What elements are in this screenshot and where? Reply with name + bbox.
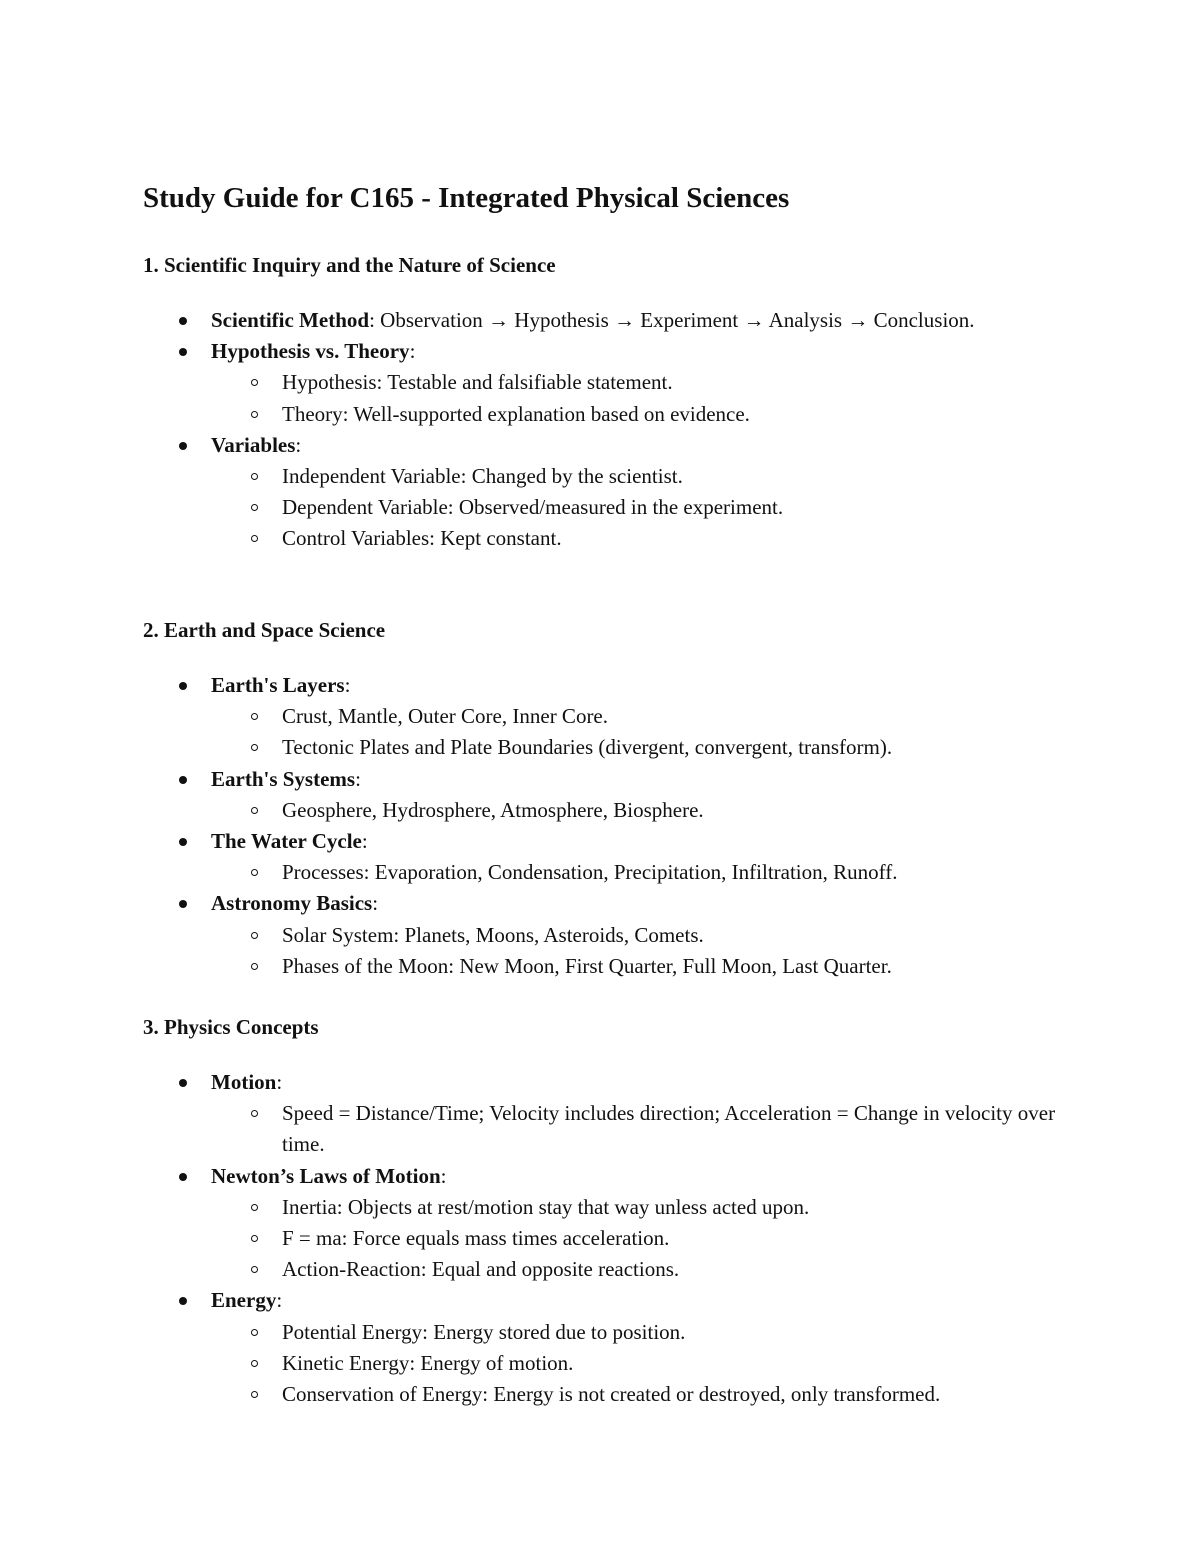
bullet-dot-icon <box>179 1079 187 1087</box>
bullet-dot-icon <box>179 317 187 325</box>
sub-bullet-list <box>211 701 1073 763</box>
sub-list-item <box>211 1254 1073 1285</box>
sub-bullet-list <box>211 461 1073 555</box>
hollow-bullet-icon <box>251 1235 258 1242</box>
bullet-separator: : <box>295 432 302 457</box>
bullet-dot-icon <box>179 442 187 450</box>
hollow-bullet-icon <box>251 1204 258 1211</box>
sub-list-item <box>211 1379 1073 1410</box>
sub-bullet-text: Hypothesis: Testable and falsifiable statement. <box>282 370 673 395</box>
hollow-bullet-icon <box>251 869 258 876</box>
sub-list-item <box>211 367 1073 398</box>
list-item <box>143 764 1073 826</box>
sub-bullet-text: F = ma: Force equals mass times acceleration. <box>282 1226 670 1251</box>
sub-bullet-list <box>211 367 1073 429</box>
section-heading: 2. Earth and Space Science <box>143 618 386 642</box>
sub-list-item <box>211 732 1073 763</box>
sub-bullet-text: Tectonic Plates and Plate Boundaries (divergent, convergent, transform). <box>282 735 893 760</box>
bullet-list <box>143 1067 1073 1410</box>
sub-bullet-text: Processes: Evaporation, Condensation, Precipitation, Infiltration, Runoff. <box>282 860 898 885</box>
sub-bullet-list <box>211 1317 1073 1411</box>
bullet-dot-icon <box>179 348 187 356</box>
section-earth-space <box>143 615 1073 982</box>
hollow-bullet-icon <box>251 379 258 386</box>
sub-list-item <box>211 492 1073 523</box>
sub-list-item <box>211 1223 1073 1254</box>
bullet-label: Earth's Systems <box>211 766 356 791</box>
bullet-label: Motion <box>211 1070 277 1094</box>
sub-list-item <box>211 461 1073 492</box>
hollow-bullet-icon <box>251 411 258 418</box>
sub-bullet-text: Conservation of Energy: Energy is not created or destroyed, only transformed. <box>282 1382 941 1407</box>
sub-bullet-text: Inertia: Objects at rest/motion stay that way unless acted upon. <box>282 1194 810 1219</box>
sub-list-item <box>211 920 1073 951</box>
hollow-bullet-icon <box>251 713 258 720</box>
bullet-separator: : <box>276 1288 283 1313</box>
bullet-dot-icon <box>179 682 187 690</box>
bullet-label: The Water Cycle <box>211 829 362 854</box>
bullet-label: Newton’s Laws of Motion <box>211 1163 441 1188</box>
sub-bullet-text: Independent Variable: Changed by the scientist. <box>282 464 683 489</box>
hollow-bullet-icon <box>251 504 258 511</box>
sub-bullet-text: Action-Reaction: Equal and opposite reactions. <box>282 1257 680 1282</box>
bullet-list <box>143 670 1073 982</box>
list-item <box>143 336 1073 430</box>
section-heading: 1. Scientific Inquiry and the Nature of Science <box>143 253 556 277</box>
bullet-separator: : <box>372 891 379 916</box>
sub-bullet-text: Crust, Mantle, Outer Core, Inner Core. <box>282 704 609 729</box>
bullet-label: Energy <box>211 1288 277 1313</box>
bullet-separator: : <box>440 1163 447 1188</box>
bullet-dot-icon <box>179 838 187 846</box>
sub-list-item <box>211 795 1073 826</box>
sub-list-item <box>211 701 1073 732</box>
hollow-bullet-icon <box>251 1110 258 1117</box>
section-heading: 3. Physics Concepts <box>143 1015 319 1039</box>
sub-bullet-text: Solar System: Planets, Moons, Asteroids, Comets. <box>282 922 704 947</box>
sub-bullet-list <box>211 1192 1073 1286</box>
hollow-bullet-icon <box>251 963 258 970</box>
list-item <box>143 430 1073 555</box>
bullet-label: Astronomy Basics <box>211 891 373 916</box>
bullet-separator: : <box>361 829 368 854</box>
hollow-bullet-icon <box>251 1360 258 1367</box>
hollow-bullet-icon <box>251 744 258 751</box>
sub-list-item <box>211 523 1073 554</box>
sub-bullet-text: Geosphere, Hydrosphere, Atmosphere, Biosphere. <box>282 797 704 822</box>
document-title: Study Guide for C165 - Integrated Physical Sciences <box>143 182 790 214</box>
sub-bullet-text: Potential Energy: Energy stored due to position. <box>282 1319 686 1344</box>
section-physics-concepts <box>143 1012 1073 1410</box>
sub-bullet-list <box>211 920 1073 982</box>
sub-bullet-text: Speed = Distance/Time; Velocity includes direction; Acceleration = Change in velocity over time. <box>282 1101 1056 1157</box>
hollow-bullet-icon <box>251 1329 258 1336</box>
bullet-label: Variables <box>211 432 296 457</box>
hollow-bullet-icon <box>251 1391 258 1398</box>
list-item <box>143 888 1073 982</box>
bullet-label: Hypothesis vs. Theory <box>211 339 410 364</box>
hollow-bullet-icon <box>251 807 258 814</box>
bullet-dot-icon <box>179 1297 187 1305</box>
sub-bullet-text: Control Variables: Kept constant. <box>282 526 562 551</box>
hollow-bullet-icon <box>251 932 258 939</box>
bullet-separator: : <box>409 339 416 364</box>
list-item <box>143 826 1073 888</box>
bullet-dot-icon <box>179 900 187 908</box>
bullet-separator: : <box>369 308 375 332</box>
sub-list-item <box>211 951 1073 982</box>
list-item <box>143 305 1073 336</box>
bullet-text: Observation → Hypothesis → Experiment → Analysis → Conclusion. <box>374 308 975 332</box>
sub-list-item <box>211 399 1073 430</box>
sub-bullet-text: Dependent Variable: Observed/measured in the experiment. <box>282 495 784 520</box>
list-item <box>143 1285 1073 1410</box>
sub-list-item <box>211 1098 1073 1160</box>
sub-bullet-text: Kinetic Energy: Energy of motion. <box>282 1350 574 1375</box>
hollow-bullet-icon <box>251 1266 258 1273</box>
sub-bullet-text: Phases of the Moon: New Moon, First Quarter, Full Moon, Last Quarter. <box>282 953 892 978</box>
list-item <box>143 670 1073 764</box>
sub-bullet-list <box>211 795 1073 826</box>
hollow-bullet-icon <box>251 473 258 480</box>
bullet-dot-icon <box>179 776 187 784</box>
bullet-separator: : <box>276 1070 283 1094</box>
sub-list-item <box>211 1348 1073 1379</box>
bullet-list <box>143 305 1073 555</box>
bullet-label: Earth's Layers <box>211 673 345 697</box>
sub-list-item <box>211 857 1073 888</box>
list-item <box>143 1161 1073 1286</box>
section-scientific-inquiry <box>143 250 1073 555</box>
bullet-label: Scientific Method <box>211 308 370 332</box>
bullet-separator: : <box>355 766 361 791</box>
sub-bullet-list <box>211 1098 1073 1160</box>
sub-bullet-text: Theory: Well-supported explanation based on evidence. <box>282 401 750 426</box>
list-item <box>143 1067 1073 1161</box>
bullet-separator: : <box>344 673 351 697</box>
sub-list-item <box>211 1192 1073 1223</box>
hollow-bullet-icon <box>251 535 258 542</box>
sub-bullet-list <box>211 857 1073 888</box>
sub-list-item <box>211 1317 1073 1348</box>
bullet-dot-icon <box>179 1173 187 1181</box>
